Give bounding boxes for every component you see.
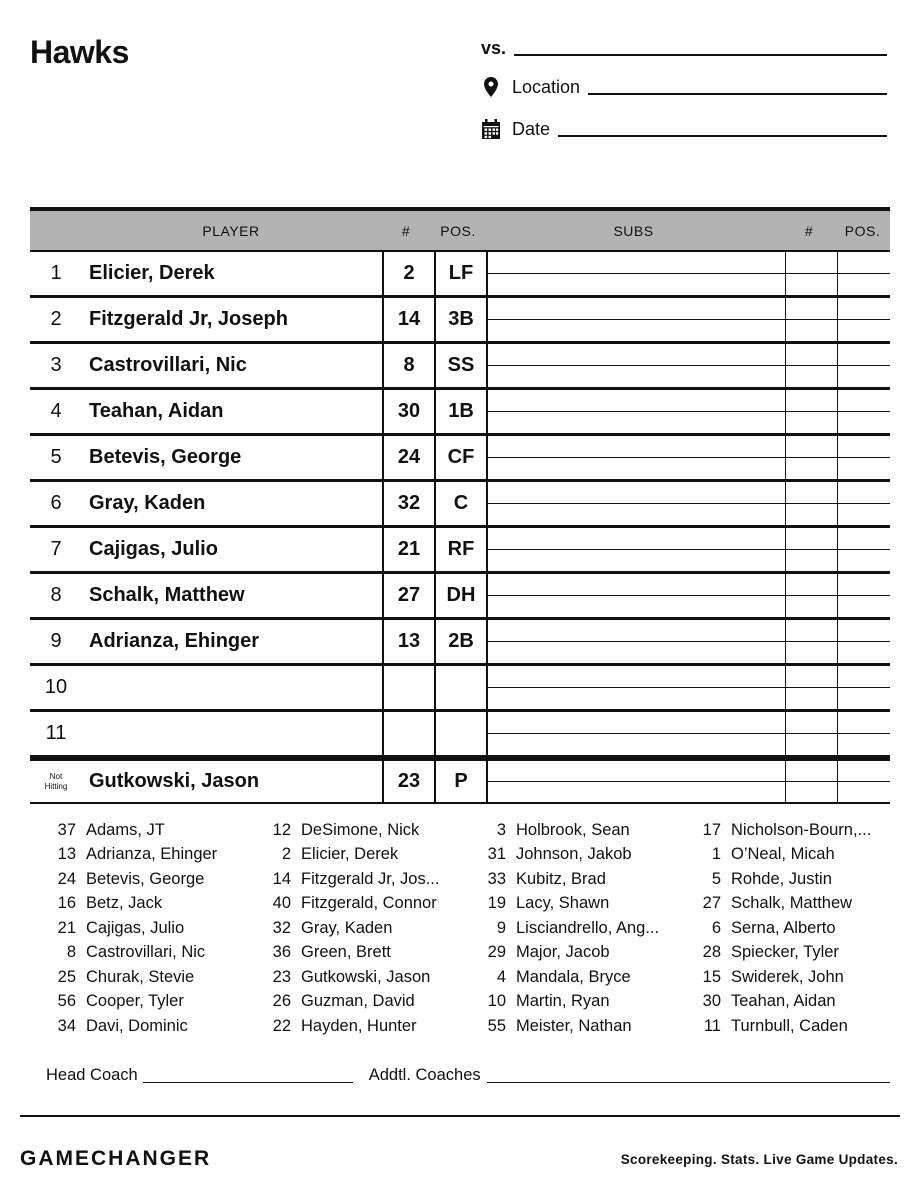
roster-name: Lacy, Shawn: [516, 894, 610, 913]
footer-divider: [20, 1115, 900, 1117]
lineup-row: [30, 666, 890, 712]
roster-item: [40, 892, 255, 917]
batting-order: 2: [50, 308, 62, 330]
roster-item: [255, 843, 470, 868]
sub-position-cell[interactable]: [837, 574, 890, 617]
tagline: Scorekeeping. Stats. Live Game Updates.: [620, 1152, 898, 1167]
team-roster: [40, 818, 900, 1039]
roster-number: 33: [487, 869, 506, 888]
head-coach-line[interactable]: [143, 1082, 353, 1083]
player-name: Schalk, Matthew: [89, 584, 245, 606]
roster-number: 13: [57, 845, 76, 864]
roster-item: [255, 941, 470, 966]
roster-number: 26: [272, 992, 291, 1011]
player-position: 2B: [434, 620, 486, 663]
player-number: 23: [382, 761, 434, 802]
player-number: 32: [382, 482, 434, 525]
player-number: [382, 666, 434, 709]
batting-order: 5: [50, 446, 62, 468]
roster-column: [40, 818, 255, 1039]
roster-name: Gutkowski, Jason: [301, 967, 431, 986]
sub-number-cell[interactable]: [785, 712, 837, 755]
roster-item: [255, 990, 470, 1015]
player-number: 2: [382, 252, 434, 295]
roster-name: Meister, Nathan: [516, 1016, 632, 1035]
sub-name-cell[interactable]: [486, 390, 785, 433]
opponent-line[interactable]: [514, 54, 887, 56]
roster-number: 25: [57, 967, 76, 986]
lineup-row: [30, 390, 890, 436]
roster-item: [40, 941, 255, 966]
batting-order: 4: [50, 400, 62, 422]
sub-name-cell[interactable]: [486, 761, 785, 802]
player-name: Gray, Kaden: [89, 492, 206, 514]
roster-name: Green, Brett: [301, 943, 391, 962]
roster-item: [40, 1014, 255, 1039]
opponent-field[interactable]: [481, 38, 887, 59]
sub-number-cell[interactable]: [785, 620, 837, 663]
roster-number: 17: [702, 820, 721, 839]
roster-number: 28: [702, 943, 721, 962]
roster-name: Adams, JT: [86, 820, 165, 839]
roster-number: 56: [57, 992, 76, 1011]
roster-number: 23: [272, 967, 291, 986]
roster-number: 21: [57, 918, 76, 937]
roster-number: 10: [487, 992, 506, 1011]
team-name: Hawks: [30, 34, 129, 70]
roster-number: 4: [496, 967, 506, 986]
roster-item: [470, 965, 685, 990]
sub-position-cell[interactable]: [837, 390, 890, 433]
sub-position-cell[interactable]: [837, 482, 890, 525]
sub-number-cell[interactable]: [785, 344, 837, 387]
roster-name: Martin, Ryan: [516, 992, 610, 1011]
player-number: 21: [382, 528, 434, 571]
roster-name: Betz, Jack: [86, 894, 163, 913]
lineup-row: [30, 252, 890, 298]
player-name: [82, 712, 382, 755]
sub-number-cell[interactable]: [785, 298, 837, 341]
sub-name-cell[interactable]: [486, 620, 785, 663]
batting-order: 1: [50, 262, 62, 284]
roster-item: [685, 965, 900, 990]
roster-item: [470, 818, 685, 843]
sub-position-cell[interactable]: [837, 298, 890, 341]
roster-item: [685, 892, 900, 917]
roster-name: Schalk, Matthew: [731, 894, 853, 913]
date-label: Date: [512, 119, 551, 139]
player-position: [434, 712, 486, 755]
batting-order: 7: [50, 538, 62, 560]
roster-name: Turnbull, Caden: [731, 1016, 848, 1035]
player-number: [382, 712, 434, 755]
date-field[interactable]: [481, 118, 887, 140]
roster-name: Fitzgerald, Connor: [301, 894, 437, 913]
roster-item: [40, 990, 255, 1015]
roster-name: Castrovillari, Nic: [86, 943, 206, 962]
roster-name: Rohde, Justin: [731, 869, 832, 888]
batting-order: 10: [44, 676, 68, 698]
position-column-header: POS.: [440, 222, 476, 239]
roster-item: [255, 916, 470, 941]
brand-logo: GAMECHANGER: [20, 1147, 212, 1170]
lineup-header: [30, 207, 890, 252]
sub-number-cell[interactable]: [785, 666, 837, 709]
roster-name: Fitzgerald Jr, Jos...: [301, 869, 440, 888]
roster-name: Teahan, Aidan: [731, 992, 836, 1011]
roster-name: Cajigas, Julio: [86, 918, 185, 937]
roster-number: 40: [272, 894, 291, 913]
roster-item: [685, 1014, 900, 1039]
roster-item: [40, 867, 255, 892]
roster-name: O’Neal, Micah: [731, 845, 835, 864]
roster-number: 8: [66, 943, 76, 962]
roster-item: [255, 867, 470, 892]
roster-name: Lisciandrello, Ang...: [516, 918, 660, 937]
roster-item: [470, 941, 685, 966]
player-number: 30: [382, 390, 434, 433]
roster-name: Gray, Kaden: [301, 918, 393, 937]
player-position: SS: [434, 344, 486, 387]
lineup-row: [30, 298, 890, 344]
sub-name-cell[interactable]: [486, 712, 785, 755]
player-position: RF: [434, 528, 486, 571]
roster-number: 2: [281, 845, 291, 864]
roster-number: 6: [711, 918, 721, 937]
sub-name-cell[interactable]: [486, 528, 785, 571]
player-name: Castrovillari, Nic: [89, 354, 247, 376]
lineup-row: [30, 482, 890, 528]
player-name: Betevis, George: [89, 446, 242, 468]
roster-name: Adrianza, Ehinger: [86, 845, 218, 864]
player-name: Gutkowski, Jason: [89, 770, 260, 792]
roster-name: Spiecker, Tyler: [731, 943, 839, 962]
batting-order: 6: [50, 492, 62, 514]
subs-column-header: SUBS: [613, 222, 654, 239]
batting-order: 3: [50, 354, 62, 376]
sub-number-cell[interactable]: [785, 528, 837, 571]
player-position: 3B: [434, 298, 486, 341]
sub-position-cell[interactable]: [837, 344, 890, 387]
roster-number: 31: [487, 845, 506, 864]
roster-item: [40, 843, 255, 868]
roster-number: 16: [57, 894, 76, 913]
location-field[interactable]: [481, 76, 887, 98]
roster-name: Serna, Alberto: [731, 918, 836, 937]
batting-order: [30, 761, 82, 802]
sub-name-cell[interactable]: [486, 436, 785, 479]
sub-name-cell[interactable]: [486, 298, 785, 341]
roster-item: [40, 818, 255, 843]
lineup-row: [30, 574, 890, 620]
roster-number: 32: [272, 918, 291, 937]
roster-number: 24: [57, 869, 76, 888]
roster-number: 34: [57, 1016, 76, 1035]
map-pin-icon: [481, 76, 501, 98]
roster-item: [470, 1014, 685, 1039]
lineup-table: [30, 207, 890, 804]
roster-name: Kubitz, Brad: [516, 869, 606, 888]
roster-name: Holbrook, Sean: [516, 820, 630, 839]
roster-item: [255, 818, 470, 843]
lineup-row: [30, 436, 890, 482]
roster-name: Swiderek, John: [731, 967, 844, 986]
roster-item: [685, 941, 900, 966]
sub-number-cell[interactable]: [785, 761, 837, 802]
not-hitting-label-2: Hitting: [44, 781, 68, 791]
roster-column: [470, 818, 685, 1039]
sub-number-column-header: #: [804, 222, 814, 239]
sub-number-cell[interactable]: [785, 390, 837, 433]
roster-name: DeSimone, Nick: [301, 820, 420, 839]
roster-column: [255, 818, 470, 1039]
player-position: P: [434, 761, 486, 802]
roster-name: Churak, Stevie: [86, 967, 195, 986]
pitcher-row: [30, 758, 890, 804]
date-line[interactable]: [558, 135, 887, 137]
roster-number: 12: [272, 820, 291, 839]
calendar-icon: [481, 118, 501, 140]
sub-position-column-header: POS.: [844, 222, 881, 239]
player-name: Cajigas, Julio: [89, 538, 218, 560]
additional-coaches-label: Addtl. Coaches: [368, 1066, 481, 1084]
roster-item: [40, 965, 255, 990]
roster-column: [685, 818, 900, 1039]
player-position: 1B: [434, 390, 486, 433]
roster-number: 19: [487, 894, 506, 913]
sub-name-cell[interactable]: [486, 482, 785, 525]
sub-name-cell[interactable]: [486, 344, 785, 387]
roster-item: [685, 990, 900, 1015]
roster-name: Betevis, George: [86, 869, 205, 888]
additional-coaches-line[interactable]: [487, 1082, 890, 1083]
player-number: 14: [382, 298, 434, 341]
roster-number: 15: [702, 967, 721, 986]
lineup-row: [30, 620, 890, 666]
roster-item: [470, 990, 685, 1015]
roster-item: [685, 916, 900, 941]
sub-position-cell[interactable]: [837, 666, 890, 709]
roster-number: 5: [711, 869, 721, 888]
player-number: 24: [382, 436, 434, 479]
player-position: C: [434, 482, 486, 525]
roster-number: 55: [487, 1016, 506, 1035]
roster-name: Nicholson-Bourn,...: [731, 820, 872, 839]
roster-number: 3: [496, 820, 506, 839]
batting-order: 9: [50, 630, 62, 652]
sub-name-cell[interactable]: [486, 666, 785, 709]
roster-item: [470, 892, 685, 917]
roster-number: 9: [496, 918, 506, 937]
sub-position-cell[interactable]: [837, 436, 890, 479]
roster-item: [685, 867, 900, 892]
batting-order: 8: [50, 584, 62, 606]
player-name: [82, 666, 382, 709]
roster-name: Cooper, Tyler: [86, 992, 184, 1011]
batting-order: 11: [45, 722, 67, 744]
sub-name-cell[interactable]: [486, 252, 785, 295]
lineup-row: [30, 712, 890, 758]
player-number: 13: [382, 620, 434, 663]
roster-item: [470, 867, 685, 892]
roster-number: 22: [272, 1016, 291, 1035]
sub-position-cell[interactable]: [837, 712, 890, 755]
roster-item: [255, 1014, 470, 1039]
roster-number: 37: [57, 820, 76, 839]
roster-item: [255, 892, 470, 917]
roster-number: 27: [702, 894, 721, 913]
roster-item: [470, 843, 685, 868]
player-position: LF: [434, 252, 486, 295]
roster-number: 11: [703, 1016, 721, 1035]
roster-name: Elicier, Derek: [301, 845, 399, 864]
roster-name: Hayden, Hunter: [301, 1016, 417, 1035]
roster-item: [685, 843, 900, 868]
roster-item: [685, 818, 900, 843]
location-line[interactable]: [588, 93, 887, 95]
location-label: Location: [512, 77, 581, 97]
player-position: DH: [434, 574, 486, 617]
not-hitting-label: Not: [49, 771, 63, 781]
sub-number-cell[interactable]: [785, 574, 837, 617]
player-name: Elicier, Derek: [89, 262, 215, 284]
sub-position-cell[interactable]: [837, 528, 890, 571]
player-name: Teahan, Aidan: [89, 400, 224, 422]
sub-position-cell[interactable]: [837, 620, 890, 663]
roster-name: Major, Jacob: [516, 943, 610, 962]
vs-label: vs.: [481, 38, 507, 58]
player-name: Adrianza, Ehinger: [89, 630, 260, 652]
player-column-header: PLAYER: [202, 222, 260, 239]
roster-item: [255, 965, 470, 990]
lineup-row: [30, 344, 890, 390]
roster-number: 29: [487, 943, 506, 962]
roster-name: Davi, Dominic: [86, 1016, 188, 1035]
roster-number: 36: [272, 943, 291, 962]
roster-name: Johnson, Jakob: [516, 845, 632, 864]
player-number: 8: [382, 344, 434, 387]
roster-item: [470, 916, 685, 941]
roster-item: [40, 916, 255, 941]
roster-number: 30: [702, 992, 721, 1011]
sub-position-cell[interactable]: [837, 761, 890, 802]
coaches-row: [46, 1066, 890, 1085]
player-name: Fitzgerald Jr, Joseph: [89, 308, 288, 330]
player-number: 27: [382, 574, 434, 617]
roster-number: 14: [272, 869, 291, 888]
player-position: CF: [434, 436, 486, 479]
number-column-header: #: [401, 222, 411, 239]
sub-position-cell[interactable]: [837, 252, 890, 295]
roster-name: Guzman, David: [301, 992, 415, 1011]
sub-number-cell[interactable]: [785, 252, 837, 295]
sub-name-cell[interactable]: [486, 574, 785, 617]
lineup-row: [30, 528, 890, 574]
player-position: [434, 666, 486, 709]
sub-number-cell[interactable]: [785, 436, 837, 479]
head-coach-label: Head Coach: [46, 1066, 138, 1084]
roster-name: Mandala, Bryce: [516, 967, 631, 986]
roster-number: 1: [711, 845, 721, 864]
sub-number-cell[interactable]: [785, 482, 837, 525]
